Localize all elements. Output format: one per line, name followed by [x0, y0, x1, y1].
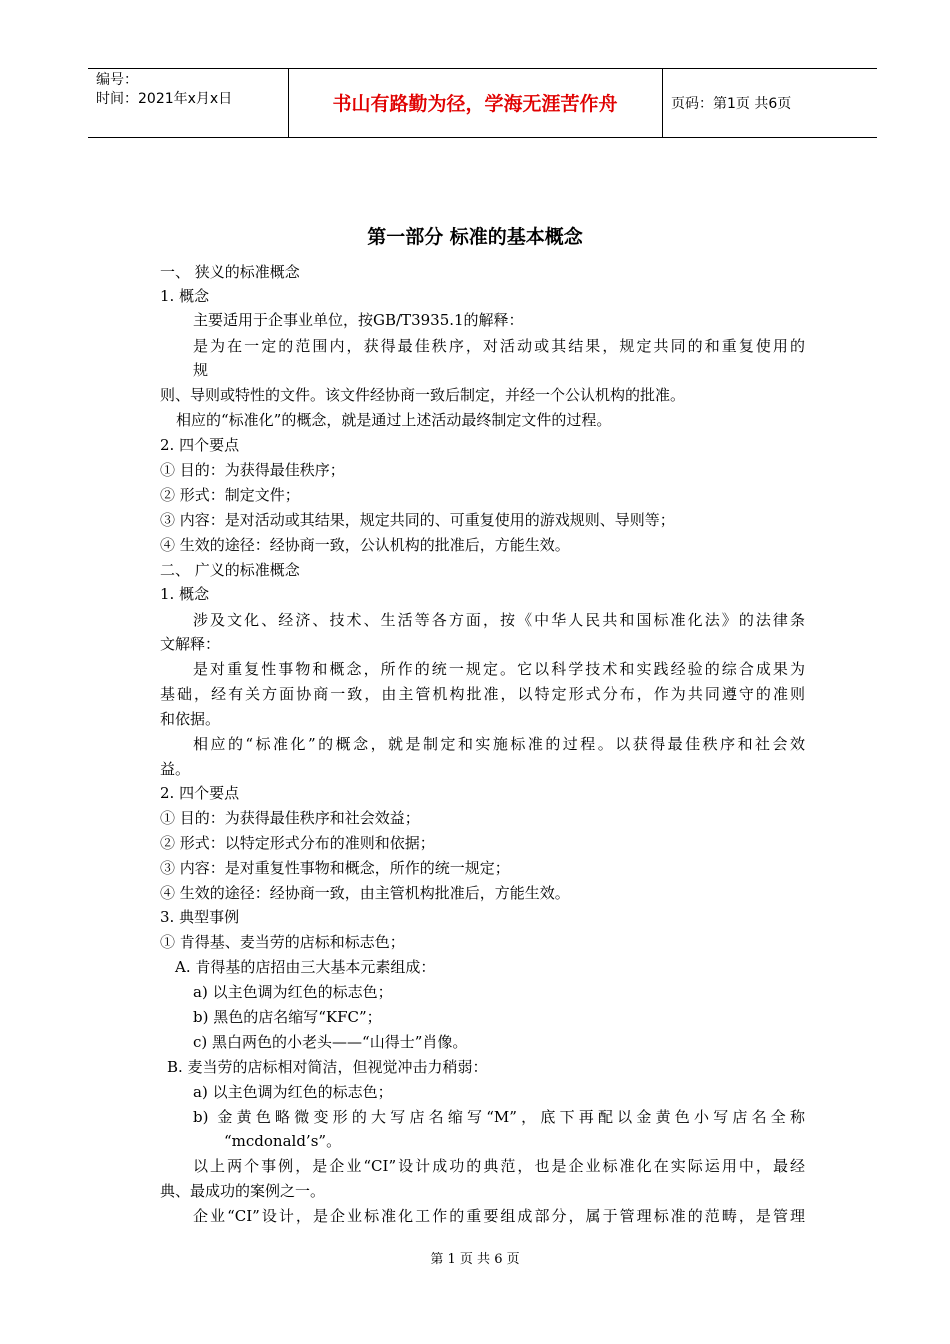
body-line: 益。 — [160, 760, 191, 778]
body-line: 和依据。 — [160, 710, 221, 728]
body-line: 则、导则或特性的文件。该文件经协商一致后制定，并经一个公认机构的批准。 — [160, 386, 686, 404]
list-item: ② 形式：制定文件； — [160, 486, 300, 504]
subsection-heading: 1. 概念 — [160, 287, 210, 305]
subsection-heading: 2. 四个要点 — [160, 436, 240, 454]
header-divider — [662, 69, 663, 137]
subsection-heading: 1. 概念 — [160, 585, 210, 603]
header-page-label: 页码：第1页 共6页 — [671, 96, 792, 112]
header-motto: 书山有路勤为径，学海无涯苦作舟 — [332, 93, 618, 115]
list-item: b) 金黄色略微变形的大写店名缩写“M”，底下再配以金黄色小写店名全称 — [193, 1108, 805, 1126]
list-item: b) 黑色的店名缩写“KFC”； — [193, 1008, 382, 1026]
body-line: 基础，经有关方面协商一致，由主管机构批准，以特定形式分布，作为共同遵守的准则 — [160, 685, 805, 703]
body-line: “mcdonald’s”。 — [224, 1132, 342, 1150]
body-line: 规 — [193, 361, 209, 379]
body-line: 是对重复性事物和概念，所作的统一规定。它以科学技术和实践经验的综合成果为 — [193, 660, 805, 678]
header-time-label: 时间：2021年x月x日 — [96, 91, 233, 107]
body-line: 涉及文化、经济、技术、生活等各方面，按《中华人民共和国标准化法》的法律条 — [193, 611, 805, 629]
body-line: 典、最成功的案例之一。 — [160, 1182, 326, 1200]
list-item: ① 目的：为获得最佳秩序和社会效益； — [160, 809, 420, 827]
list-item: ③ 内容：是对活动或其结果，规定共同的、可重复使用的游戏规则、导则等； — [160, 511, 675, 529]
list-item: a) 以主色调为红色的标志色； — [193, 983, 393, 1001]
list-item: ③ 内容：是对重复性事物和概念，所作的统一规定； — [160, 859, 510, 877]
list-item: ② 形式：以特定形式分布的准则和依据； — [160, 834, 435, 852]
body-line: 主要适用于企事业单位，按GB/T3935.1的解释： — [193, 311, 524, 329]
list-item: ① 目的：为获得最佳秩序； — [160, 461, 345, 479]
list-item: a) 以主色调为红色的标志色； — [193, 1083, 393, 1101]
body-line: 以上两个事例，是企业“CI”设计成功的典范，也是企业标准化在实际运用中，最经 — [193, 1157, 805, 1175]
list-item: ① 肯得基、麦当劳的店标和标志色； — [160, 933, 405, 951]
header-number-label: 编号： — [96, 72, 138, 88]
list-item: B. 麦当劳的店标相对简洁，但视觉冲击力稍弱： — [167, 1058, 488, 1076]
body-line: 是为在一定的范围内，获得最佳秩序，对活动或其结果，规定共同的和重复使用的 — [193, 337, 805, 355]
section-heading: 二、 广义的标准概念 — [160, 561, 300, 579]
subsection-heading: 3. 典型事例 — [160, 908, 240, 926]
page-footer: 第 1 页 共 6 页 — [430, 1252, 520, 1267]
body-line: 文解释： — [160, 635, 221, 653]
section-heading: 一、 狭义的标准概念 — [160, 263, 300, 281]
list-item: c) 黑白两色的小老头——“山得士”肖像。 — [193, 1033, 468, 1051]
body-line: 相应的“标准化”的概念，就是制定和实施标准的过程。以获得最佳秩序和社会效 — [193, 735, 805, 753]
list-item: ④ 生效的途径：经协商一致，公认机构的批准后，方能生效。 — [160, 536, 570, 554]
list-item: A. 肯得基的店招由三大基本元素组成： — [175, 958, 436, 976]
list-item: ④ 生效的途径：经协商一致，由主管机构批准后，方能生效。 — [160, 884, 570, 902]
body-line: 相应的“标准化”的概念，就是通过上述活动最终制定文件的过程。 — [176, 411, 612, 429]
header-table — [88, 68, 877, 138]
document-title: 第一部分 标准的基本概念 — [367, 226, 583, 248]
subsection-heading: 2. 四个要点 — [160, 784, 240, 802]
header-info — [96, 71, 286, 109]
body-line: 企业“CI”设计，是企业标准化工作的重要组成部分，属于管理标准的范畴，是管理 — [193, 1207, 805, 1225]
